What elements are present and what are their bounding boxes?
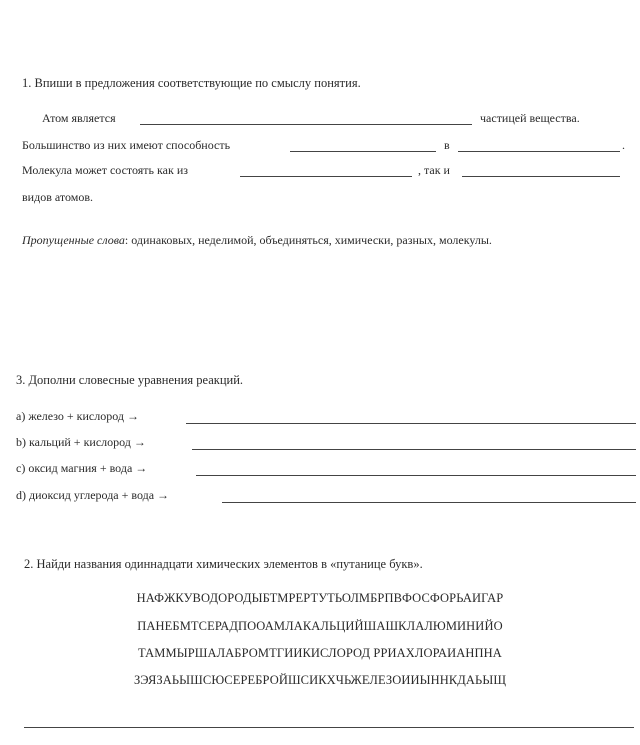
task3-item-c: c) оксид магния + вода → bbox=[16, 461, 148, 475]
task1-sentence2-start: Большинство из них имеют способность bbox=[22, 138, 231, 152]
task2-answer-line[interactable] bbox=[24, 727, 634, 728]
task3-title: 3. Дополни словесные уравнения реакций. bbox=[16, 373, 244, 387]
task1-blank4[interactable] bbox=[240, 176, 412, 177]
task1-missing-list: : одинаковых, неделимой, объединяться, химически, разных, молекулы. bbox=[124, 233, 492, 247]
task1-blank2[interactable] bbox=[290, 151, 436, 152]
task2-title: 2. Найди названия одиннадцати химических элементов в «путанице букв». bbox=[24, 557, 423, 571]
task3-item-a: а) железо + кислород → bbox=[16, 409, 140, 423]
task3-answer-line-c[interactable] bbox=[196, 475, 636, 476]
task3-item-d: d) диоксид углерода + вода → bbox=[16, 488, 170, 502]
task1-sentence1-start: Атом является bbox=[42, 111, 116, 125]
task1-title: 1. Впиши в предложения соответствующие по смыслу понятия. bbox=[22, 76, 361, 90]
task3-item-b: b) кальций + кислород → bbox=[16, 435, 146, 449]
letter-grid-row-2: ПАНЕБМТСЕРАДПООАМЛАКАЛЬЦИЙШАШКЛАЛЮМИНИЙО bbox=[137, 619, 503, 633]
task1-sentence2-mid: в bbox=[444, 138, 450, 152]
task1-missing-label: Пропущенные слова bbox=[22, 233, 125, 247]
letter-grid-row-1: НАФЖКУВОДОРОДЫБТМРЕРТУТЬОЛМБРПВФОСФОРЬАИГАР bbox=[136, 591, 504, 605]
task1-missing-words bbox=[22, 233, 492, 247]
letter-grid-row-3: ТАММЫРШАЛАБРОМТГИИКИСЛОРОД РРИАХЛОРАИАНПНА bbox=[138, 646, 502, 660]
task1-sentence3-start: Молекула может состоять как из bbox=[22, 163, 188, 177]
task1-sentence2-end: . bbox=[622, 138, 625, 152]
task3-answer-line-b[interactable] bbox=[192, 449, 636, 450]
task1-blank3[interactable] bbox=[458, 151, 620, 152]
task3-answer-line-a[interactable] bbox=[186, 423, 636, 424]
letter-grid-row-4: ЗЭЯЗАЬЫШСЮСЕРЕБРОЙШСИКХЧЬЖЕЛЕЗОИИЫННКДАЬЫЩ bbox=[133, 673, 507, 687]
task1-sentence1-end: частицей вещества. bbox=[480, 111, 580, 125]
task1-sentence3-mid: , так и bbox=[418, 163, 450, 177]
task1-sentence3-cont: видов атомов. bbox=[22, 190, 93, 204]
task1-blank5[interactable] bbox=[462, 176, 620, 177]
task1-blank1[interactable] bbox=[140, 124, 472, 125]
task3-answer-line-d[interactable] bbox=[222, 502, 636, 503]
